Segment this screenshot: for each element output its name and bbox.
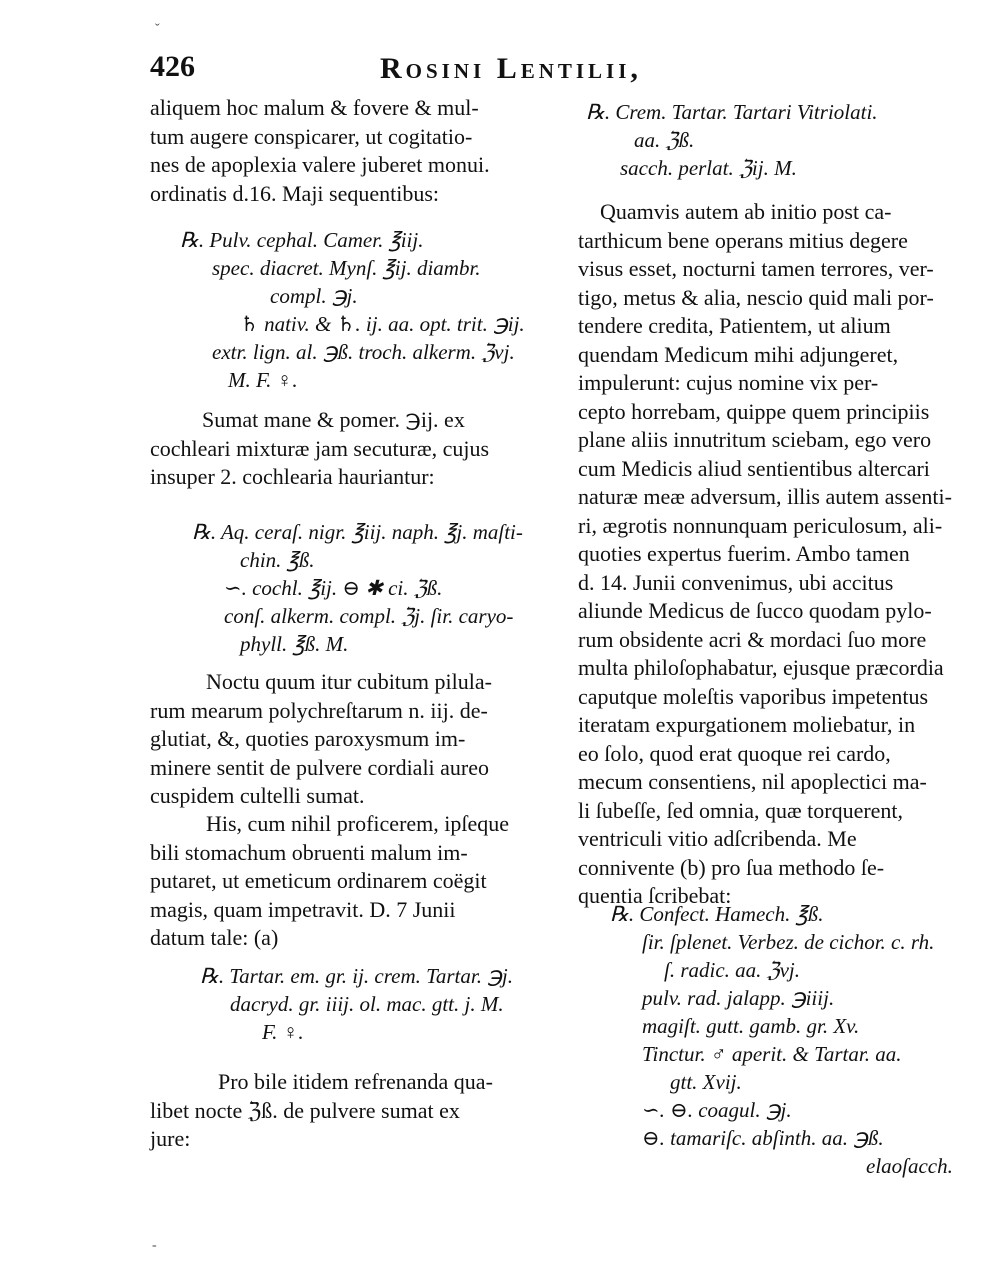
text-line: mecum consentiens, nil apoplectici ma- xyxy=(578,769,927,794)
text-line: glutiat, &, quoties paroxysmum im- xyxy=(150,726,466,751)
recipe-line: ℞. Crem. Tartar. Tartari Vitriolati. xyxy=(586,100,878,124)
text-line: plane aliis innutritum sciebam, ego vero xyxy=(578,427,932,452)
text-line: li ſubeſſe, ſed omnia, quæ torquerent, xyxy=(578,797,904,823)
text-line: multa philoſophabatur, ejusque præcordia xyxy=(578,655,944,680)
recipe-line: aa. ℨß. xyxy=(634,128,695,152)
text-line: tendere credita, Patientem, ut alium xyxy=(578,313,891,338)
running-title: Rosini Lentilii, xyxy=(380,52,642,85)
text-line: Pro bile itidem refrenanda qua- xyxy=(218,1069,493,1094)
prescription-1 xyxy=(180,226,525,394)
recipe-line: ⊖. tamariſc. abſinth. aa. ℈ß. xyxy=(642,1126,884,1150)
recipe-line: M. F. ♀. xyxy=(228,368,298,392)
recipe-line: sacch. perlat. ℨij. M. xyxy=(620,156,797,180)
text-line: quendam Medicum mihi adjungeret, xyxy=(578,341,899,367)
recipe-line: ♄ nativ. & ♄. ij. aa. opt. trit. ℈ij. xyxy=(240,312,525,336)
text-line: ventriculi vitio adſcribenda. Me xyxy=(578,826,857,851)
text-line: Sumat mane & pomer. ℈ij. ex xyxy=(202,407,465,432)
recipe-line: phyll. ℥ß. M. xyxy=(240,632,349,656)
text-line: His, cum nihil proficerem, ipſeque xyxy=(206,811,510,836)
text-line: minere sentit de pulvere cordiali aureo xyxy=(150,754,490,780)
recipe-line: compl. ℈j. xyxy=(270,284,358,308)
prescription-2 xyxy=(192,518,523,658)
recipe-line: ℞. Confect. Hamech. ℥ß. xyxy=(610,902,824,926)
text-line: cepto horrebam, quippe quem principiis xyxy=(578,398,930,424)
text-line: ri, ægrotis nonnunquam periculosum, ali- xyxy=(578,512,943,538)
text-line: tigo, metus & alia, nescio quid mali por- xyxy=(578,284,934,310)
text-line: libet nocte ℨß. de pulvere sumat ex xyxy=(150,1097,460,1123)
text-line: eo ſolo, quod erat quoque rei cardo, xyxy=(578,740,891,766)
recipe-line: ∽. ⊖. coagul. ℈j. xyxy=(642,1098,792,1122)
prescription-4 xyxy=(586,98,878,182)
text-line: cum Medicis aliud sentientibus altercari xyxy=(578,455,930,481)
text-line: aliunde Medicus de ſucco quodam pylo- xyxy=(578,598,932,623)
recipe-line: pulv. rad. jalapp. ℈iiij. xyxy=(642,986,835,1010)
recipe-line: conſ. alkerm. compl. ℨj. ſir. caryo- xyxy=(224,604,514,628)
text-line: d. 14. Junii convenimus, ubi accitus xyxy=(578,569,894,595)
text-line: putaret, ut emeticum ordinarem coëgit xyxy=(150,868,487,893)
text-line: tarthicum bene operans mitius degere xyxy=(578,227,908,253)
recipe-line: ℞. Tartar. em. gr. ij. crem. Tartar. ℈j. xyxy=(200,964,513,988)
text-line: connivente (b) pro ſua methodo ſe- xyxy=(578,854,885,880)
text-line: impulerunt: cujus nomine vix per- xyxy=(578,370,879,395)
bottom-margin-mark: - xyxy=(152,1238,157,1253)
recipe-line: dacryd. gr. iiij. ol. mac. gtt. j. M. xyxy=(230,992,504,1016)
paragraph-1 xyxy=(150,94,490,208)
text-line: datum tale: (a) xyxy=(150,925,279,950)
recipe-line: ℞. Pulv. cephal. Camer. ℥iij. xyxy=(180,228,424,252)
recipe-line: spec. diacret. Mynſ. ℥ij. diambr. xyxy=(212,256,481,280)
text-line: quoties expertus fuerim. Ambo tamen xyxy=(578,541,910,566)
recipe-line: F. ♀. xyxy=(262,1020,304,1044)
paragraph-3 xyxy=(150,668,492,811)
recipe-line: extr. lign. al. ℈ß. troch. alkerm. ℨvj. xyxy=(212,340,515,364)
text-line: iteratam expurgationem moliebatur, in xyxy=(578,712,916,737)
recipe-line: Tinctur. ♂ aperit. & Tartar. aa. xyxy=(642,1042,902,1066)
text-line: cochleari mixturæ jam secuturæ, cujus xyxy=(150,435,490,461)
recipe-line: chin. ℥ß. xyxy=(240,548,315,572)
text-line: insuper 2. cochlearia hauriantur: xyxy=(150,464,435,489)
prescription-3 xyxy=(200,962,513,1046)
text-line: quentia ſcribebat: xyxy=(578,883,732,908)
recipe-line: magiſt. gutt. gamb. gr. Xv. xyxy=(642,1014,860,1038)
page-number: 426 xyxy=(150,50,195,83)
text-line: magis, quam impetravit. D. 7 Junii xyxy=(150,896,456,922)
recipe-line: ſ. radic. aa. ℨvj. xyxy=(664,958,801,982)
text-line: rum obsidente acri & mordaci ſuo more xyxy=(578,626,927,652)
text-line: nes de apoplexia valere juberet monui. xyxy=(150,152,490,177)
text-line: Noctu quum itur cubitum pilula- xyxy=(206,669,492,694)
text-line: Quamvis autem ab initio post ca- xyxy=(600,199,892,224)
text-line: aliquem hoc malum & fovere & mul- xyxy=(150,95,479,120)
text-line: tum augere conspicarer, ut cogitatio- xyxy=(150,123,473,149)
page-header xyxy=(150,50,950,100)
recipe-line: ſir. ſplenet. Verbez. de cichor. c. rh. xyxy=(642,930,935,954)
paragraph-5 xyxy=(150,1068,493,1154)
text-line: caputque moleſtis vaporibus impetentus xyxy=(578,683,929,709)
text-line: cuspidem cultelli sumat. xyxy=(150,783,365,808)
prescription-5 xyxy=(610,900,953,1180)
recipe-line: elaoſacch. xyxy=(866,1154,953,1178)
paragraph-4 xyxy=(150,810,509,953)
paragraph-2 xyxy=(150,406,489,492)
text-line: ordinatis d.16. Maji sequentibus: xyxy=(150,180,440,206)
text-line: naturæ meæ adversum, illis autem assenti- xyxy=(578,484,952,509)
recipe-line: ℞. Aq. ceraſ. nigr. ℥iij. naph. ℥j. maſti- xyxy=(192,520,523,544)
top-margin-mark: ˇ xyxy=(155,22,160,37)
text-line: bili stomachum obruenti malum im- xyxy=(150,839,468,865)
recipe-line: gtt. Xvij. xyxy=(670,1070,742,1094)
text-line: visus esset, nocturni tamen terrores, ver- xyxy=(578,256,934,281)
paragraph-6 xyxy=(578,198,952,911)
text-line: rum mearum polychreſtarum n. iij. de- xyxy=(150,697,488,723)
recipe-line: ∽. cochl. ℥ij. ⊖ ✱ ci. ℨß. xyxy=(224,576,443,600)
text-line: jure: xyxy=(150,1126,191,1151)
